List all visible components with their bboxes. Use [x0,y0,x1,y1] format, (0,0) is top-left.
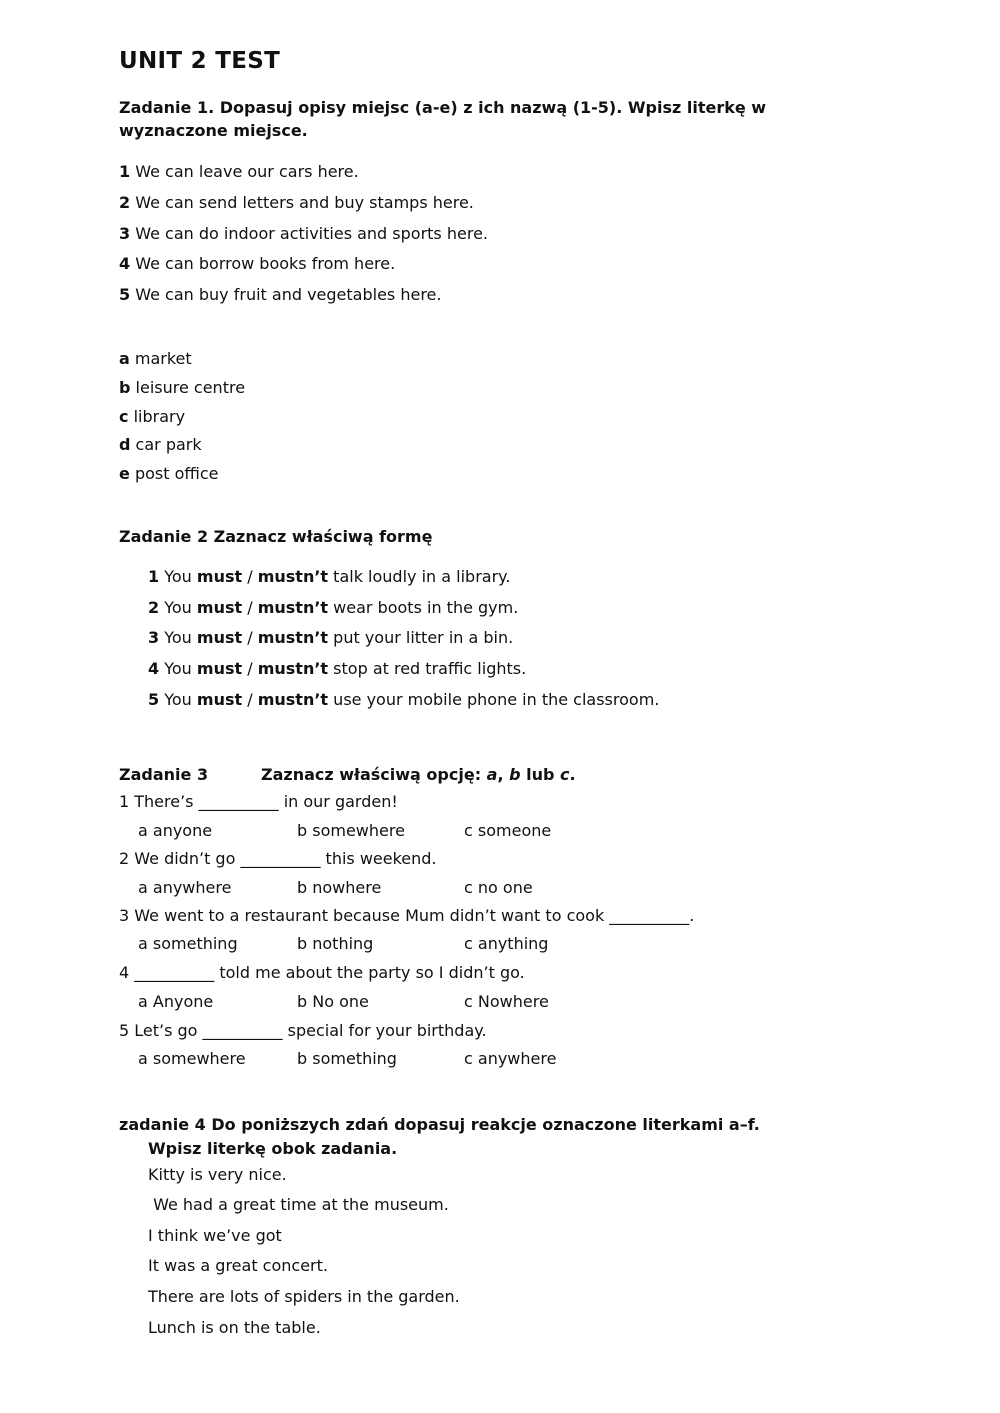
task3-option-c[interactable]: c no one [464,878,533,897]
task3-option-b[interactable]: b something [297,1049,397,1068]
task3-option-b[interactable]: b somewhere [297,821,405,840]
task3-option-b[interactable]: b No one [297,992,369,1011]
task1-place: b leisure centre [119,378,246,397]
task1-item: 2 We can send letters and buy stamps here. [119,193,474,212]
task4-item: There are lots of spiders in the garden. [148,1287,460,1306]
task3-option-a[interactable]: a somewhere [138,1049,246,1068]
task4-item: We had a great time at the museum. [148,1195,449,1214]
task3-option-a[interactable]: a Anyone [138,992,214,1011]
task1-heading-line1: Zadanie 1. Dopasuj opisy miejsc (a-e) z ich nazwą (1-5). Wpisz literkę w [119,98,767,117]
task1-place: c library [119,407,186,426]
task2-item: 5 You must / mustn’t use your mobile phone in the classroom. [148,690,660,709]
task1-heading-line2: wyznaczone miejsce. [119,121,308,140]
task3-option-a[interactable]: a something [138,934,238,953]
task3-label: Zadanie 3 [119,765,209,784]
task3-question: 3 We went to a restaurant because Mum didn’t want to cook __________. [119,906,695,925]
task4-item: Kitty is very nice. [148,1165,287,1184]
task2-heading: Zadanie 2 Zaznacz właściwą formę [119,527,433,546]
task4-item: It was a great concert. [148,1256,328,1275]
task2-item: 1 You must / mustn’t talk loudly in a library. [148,567,511,586]
task1-item: 4 We can borrow books from here. [119,254,396,273]
task3-option-a[interactable]: a anywhere [138,878,232,897]
task2-item: 2 You must / mustn’t wear boots in the gym. [148,598,519,617]
task3-option-c[interactable]: c Nowhere [464,992,549,1011]
task1-item: 5 We can buy fruit and vegetables here. [119,285,442,304]
task3-question: 2 We didn’t go __________ this weekend. [119,849,437,868]
task2-item: 3 You must / mustn’t put your litter in a bin. [148,628,514,647]
task3-instruction: Zaznacz właściwą opcję: a, b lub c. [261,765,576,784]
task3-option-b[interactable]: b nowhere [297,878,382,897]
task1-place: e post office [119,464,219,483]
task4-item: Lunch is on the table. [148,1318,321,1337]
task3-option-a[interactable]: a anyone [138,821,213,840]
task4-heading-line1: zadanie 4 Do poniższych zdań dopasuj reakcje oznaczone literkami a–f. [119,1115,760,1134]
task2-item: 4 You must / mustn’t stop at red traffic lights. [148,659,527,678]
task3-option-c[interactable]: c anything [464,934,549,953]
task3-question: 5 Let’s go __________ special for your birthday. [119,1021,487,1040]
task4-item: I think we’ve got [148,1226,282,1245]
task3-question: 1 There’s __________ in our garden! [119,792,398,811]
task3-question: 4 __________ told me about the party so I didn’t go. [119,963,525,982]
task3-option-b[interactable]: b nothing [297,934,374,953]
task1-item: 1 We can leave our cars here. [119,162,359,181]
task3-option-c[interactable]: c someone [464,821,552,840]
task4-heading-line2: Wpisz literkę obok zadania. [148,1139,398,1158]
page-title: UNIT 2 TEST [119,48,281,74]
task1-place: d car park [119,435,202,454]
task1-item: 3 We can do indoor activities and sports here. [119,224,488,243]
task1-place: a market [119,349,192,368]
task3-option-c[interactable]: c anywhere [464,1049,557,1068]
